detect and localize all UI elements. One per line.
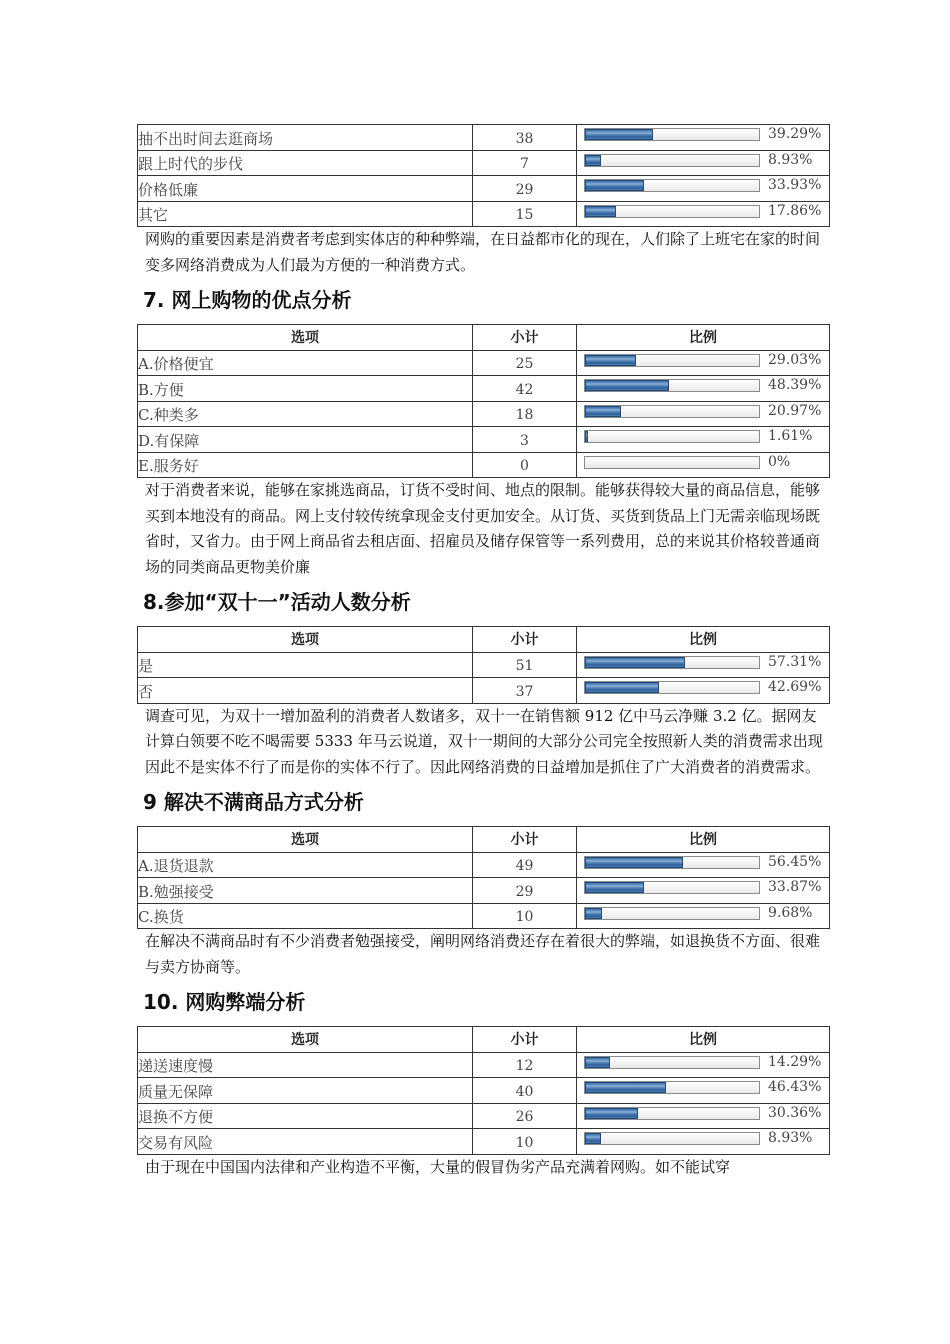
analysis-paragraph: 在解决不满商品时有不少消费者勉强接受，阐明网络消费还存在着很大的弊端，如退换货不方面、很难与卖方协商等。 bbox=[145, 932, 821, 976]
option-label: B.勉强接受 bbox=[138, 878, 473, 904]
ratio-cell bbox=[577, 176, 830, 202]
table-row bbox=[138, 878, 830, 904]
table-header-row bbox=[138, 325, 830, 351]
table-row bbox=[138, 852, 830, 878]
table-row bbox=[138, 201, 830, 227]
option-label: 是 bbox=[138, 652, 473, 678]
option-label: E.服务好 bbox=[138, 452, 473, 478]
table-row bbox=[138, 1103, 830, 1129]
progress-bar-fill bbox=[585, 180, 644, 191]
header-ratio: 比例 bbox=[577, 827, 830, 853]
table-row bbox=[138, 678, 830, 704]
option-count: 10 bbox=[473, 1129, 577, 1155]
table-header-row bbox=[138, 1027, 830, 1053]
progress-bar bbox=[584, 430, 760, 443]
progress-bar bbox=[584, 179, 760, 192]
table-row bbox=[138, 652, 830, 678]
survey-table bbox=[137, 124, 830, 227]
percentage-text: 1.61% bbox=[768, 428, 813, 444]
survey-table bbox=[137, 324, 830, 478]
table-row bbox=[138, 125, 830, 151]
survey-table bbox=[137, 626, 830, 704]
option-count: 49 bbox=[473, 852, 577, 878]
table-row bbox=[138, 1078, 830, 1104]
option-count: 37 bbox=[473, 678, 577, 704]
ratio-cell bbox=[577, 201, 830, 227]
option-count: 25 bbox=[473, 350, 577, 376]
option-count: 29 bbox=[473, 176, 577, 202]
percentage-text: 33.87% bbox=[768, 879, 822, 895]
header-count: 小计 bbox=[473, 1027, 577, 1053]
section-heading: 10. 网购弊端分析 bbox=[143, 990, 306, 1014]
percentage-text: 8.93% bbox=[768, 151, 813, 168]
progress-bar bbox=[584, 379, 760, 392]
progress-bar-fill bbox=[585, 406, 621, 417]
option-label: 否 bbox=[138, 678, 473, 704]
progress-bar-fill bbox=[585, 882, 644, 893]
option-count: 51 bbox=[473, 652, 577, 678]
option-count: 15 bbox=[473, 201, 577, 227]
progress-bar bbox=[584, 456, 760, 469]
survey-table bbox=[137, 826, 830, 929]
ratio-cell bbox=[577, 150, 830, 176]
percentage-text: 29.03% bbox=[768, 351, 822, 368]
option-label: D.有保障 bbox=[138, 427, 473, 453]
header-ratio: 比例 bbox=[577, 627, 830, 653]
option-label: B.方便 bbox=[138, 376, 473, 402]
ratio-cell bbox=[577, 452, 830, 478]
table-row bbox=[138, 452, 830, 478]
percentage-text: 48.39% bbox=[768, 377, 822, 393]
option-count: 12 bbox=[473, 1052, 577, 1078]
ratio-cell bbox=[577, 401, 830, 427]
progress-bar-fill bbox=[585, 1082, 666, 1093]
header-ratio: 比例 bbox=[577, 325, 830, 351]
percentage-text: 39.29% bbox=[768, 126, 822, 142]
percentage-text: 20.97% bbox=[768, 402, 822, 419]
progress-bar-fill bbox=[585, 857, 683, 868]
progress-bar bbox=[584, 405, 760, 418]
percentage-text: 0% bbox=[768, 453, 791, 470]
progress-bar bbox=[584, 354, 760, 367]
progress-bar-fill bbox=[585, 155, 601, 166]
percentage-text: 42.69% bbox=[768, 679, 822, 695]
option-label: 质量无保障 bbox=[138, 1078, 473, 1104]
option-label: A.价格便宜 bbox=[138, 350, 473, 376]
table-row bbox=[138, 427, 830, 453]
ratio-cell bbox=[577, 1078, 830, 1104]
progress-bar bbox=[584, 205, 760, 218]
table-row bbox=[138, 376, 830, 402]
progress-bar-fill bbox=[585, 129, 653, 140]
option-count: 7 bbox=[473, 150, 577, 176]
option-label: 抽不出时间去逛商场 bbox=[138, 125, 473, 151]
table-row bbox=[138, 350, 830, 376]
analysis-paragraph: 调查可见，为双十一增加盈利的消费者人数诸多，双十一在销售额 912 亿中马云净赚 3.2 亿。据网友计算白领要不吃不喝需要 5333 年马云说道，双十一期间的大部分公司完全按照新人类的消费需求出现因此不是实体不行了而是你的实体不行了。因此网络消费的日益增加是抓住了广大消费者的消费需求。 bbox=[145, 706, 823, 776]
percentage-text: 17.86% bbox=[768, 202, 822, 219]
option-label: 交易有风险 bbox=[138, 1129, 473, 1155]
progress-bar-fill bbox=[585, 682, 659, 693]
option-label: C.种类多 bbox=[138, 401, 473, 427]
progress-bar-fill bbox=[585, 1108, 638, 1119]
option-label: A.退货退款 bbox=[138, 852, 473, 878]
analysis-paragraph: 对于消费者来说，能够在家挑选商品，订货不受时间、地点的限制。能够获得较大量的商品信息，能够买到本地没有的商品。网上支付较传统拿现金支付更加安全。从订货、买货到货品上门无需亲临现场既省时，又省力。由于网上商品省去租店面、招雇员及储存保管等一系列费用，总的来说其价格较普通商场的同类商品更物美价廉 bbox=[145, 481, 821, 576]
table-row bbox=[138, 401, 830, 427]
progress-bar-fill bbox=[585, 657, 685, 668]
progress-bar bbox=[584, 1107, 760, 1120]
option-count: 38 bbox=[473, 125, 577, 151]
ratio-cell bbox=[577, 427, 830, 453]
progress-bar bbox=[584, 656, 760, 669]
progress-bar-fill bbox=[585, 1133, 601, 1144]
option-label: 跟上时代的步伐 bbox=[138, 150, 473, 176]
header-count: 小计 bbox=[473, 325, 577, 351]
ratio-cell bbox=[577, 652, 830, 678]
header-option: 选项 bbox=[138, 325, 473, 351]
table-header-row bbox=[138, 827, 830, 853]
percentage-text: 8.93% bbox=[768, 1130, 813, 1146]
percentage-text: 9.68% bbox=[768, 904, 813, 921]
ratio-cell bbox=[577, 903, 830, 929]
ratio-cell bbox=[577, 376, 830, 402]
progress-bar-fill bbox=[585, 908, 602, 919]
ratio-cell bbox=[577, 852, 830, 878]
option-count: 40 bbox=[473, 1078, 577, 1104]
progress-bar bbox=[584, 681, 760, 694]
option-count: 18 bbox=[473, 401, 577, 427]
header-count: 小计 bbox=[473, 627, 577, 653]
progress-bar-fill bbox=[585, 380, 669, 391]
progress-bar-fill bbox=[585, 206, 616, 217]
ratio-cell bbox=[577, 878, 830, 904]
document-content bbox=[137, 124, 829, 1180]
ratio-cell bbox=[577, 1129, 830, 1155]
percentage-text: 33.93% bbox=[768, 177, 822, 193]
option-count: 0 bbox=[473, 452, 577, 478]
progress-bar bbox=[584, 881, 760, 894]
analysis-paragraph: 网购的重要因素是消费者考虑到实体店的种种弊端，在日益都市化的现在，人们除了上班宅在家的时间变多网络消费成为人们最为方便的一种消费方式。 bbox=[145, 230, 821, 274]
ratio-cell bbox=[577, 1103, 830, 1129]
header-option: 选项 bbox=[138, 827, 473, 853]
analysis-paragraph: 由于现在中国国内法律和产业构造不平衡，大量的假冒伪劣产品充满着网购。如不能试穿 bbox=[145, 1157, 731, 1176]
option-label: C.换货 bbox=[138, 903, 473, 929]
section-heading: 7. 网上购物的优点分析 bbox=[143, 288, 352, 312]
ratio-cell bbox=[577, 1052, 830, 1078]
progress-bar bbox=[584, 154, 760, 167]
table-row bbox=[138, 176, 830, 202]
option-label: 递送速度慢 bbox=[138, 1052, 473, 1078]
option-label: 退换不方便 bbox=[138, 1103, 473, 1129]
header-count: 小计 bbox=[473, 827, 577, 853]
survey-table bbox=[137, 1026, 830, 1155]
progress-bar-fill bbox=[585, 1057, 610, 1068]
section-heading: 8.参加“双十一”活动人数分析 bbox=[143, 590, 411, 614]
progress-bar bbox=[584, 856, 760, 869]
progress-bar bbox=[584, 1081, 760, 1094]
table-row bbox=[138, 1129, 830, 1155]
option-count: 10 bbox=[473, 903, 577, 929]
percentage-text: 14.29% bbox=[768, 1053, 822, 1070]
percentage-text: 56.45% bbox=[768, 853, 822, 870]
percentage-text: 57.31% bbox=[768, 653, 822, 670]
progress-bar bbox=[584, 1056, 760, 1069]
option-count: 26 bbox=[473, 1103, 577, 1129]
table-row bbox=[138, 903, 830, 929]
option-count: 3 bbox=[473, 427, 577, 453]
percentage-text: 30.36% bbox=[768, 1104, 822, 1121]
progress-bar bbox=[584, 1132, 760, 1145]
progress-bar-fill bbox=[585, 355, 636, 366]
ratio-cell bbox=[577, 678, 830, 704]
section-heading: 9 解决不满商品方式分析 bbox=[143, 790, 364, 814]
header-option: 选项 bbox=[138, 1027, 473, 1053]
progress-bar bbox=[584, 128, 760, 141]
table-row bbox=[138, 1052, 830, 1078]
header-ratio: 比例 bbox=[577, 1027, 830, 1053]
option-count: 29 bbox=[473, 878, 577, 904]
progress-bar-fill bbox=[585, 431, 588, 442]
ratio-cell bbox=[577, 125, 830, 151]
ratio-cell bbox=[577, 350, 830, 376]
option-count: 42 bbox=[473, 376, 577, 402]
option-label: 价格低廉 bbox=[138, 176, 473, 202]
option-label: 其它 bbox=[138, 201, 473, 227]
progress-bar bbox=[584, 907, 760, 920]
percentage-text: 46.43% bbox=[768, 1079, 822, 1095]
header-option: 选项 bbox=[138, 627, 473, 653]
table-header-row bbox=[138, 627, 830, 653]
table-row bbox=[138, 150, 830, 176]
